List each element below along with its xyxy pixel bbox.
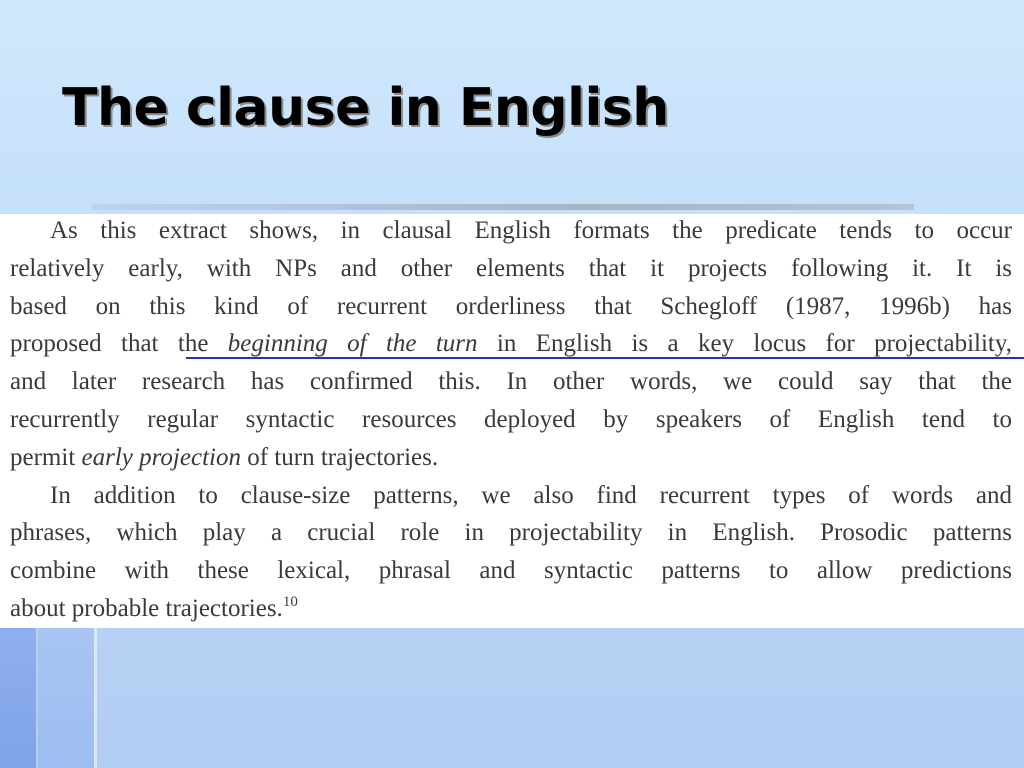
excerpt-line: combine with these lexical, phrasal and syntactic patterns to allow predictions [10, 557, 1012, 585]
excerpt-text: about probable trajectories. [10, 595, 283, 622]
excerpt-line: relatively early, with NPs and other elements that it projects following it. It is [10, 254, 1012, 282]
italic-phrase: early projection [81, 443, 241, 471]
slide-title: The clause in English [62, 78, 669, 138]
decorative-bar [38, 628, 94, 768]
scanned-text-excerpt [0, 214, 1024, 628]
footnote-marker: 10 [282, 594, 298, 610]
decorative-bar [94, 628, 97, 768]
excerpt-line [10, 329, 1012, 367]
excerpt-line [10, 443, 438, 481]
excerpt-text: of turn trajectories. [240, 443, 439, 471]
excerpt-text: permit [10, 443, 82, 471]
excerpt-line: phrases, which play a crucial role in projectability in English. Prosodic patterns [10, 519, 1012, 547]
excerpt-line: As this extract shows, in clausal English formats the predicate tends to occur [50, 217, 1012, 244]
italic-phrase: beginning of the turn [227, 330, 478, 358]
decorative-bar [0, 628, 36, 768]
excerpt-text: proposed that the [10, 330, 228, 358]
excerpt-line [10, 594, 298, 628]
excerpt-line: recurrently regular syntactic resources deployed by speakers of English tend to [10, 406, 1012, 433]
excerpt-text: in English is a key locus for projectability, [477, 330, 1012, 358]
title-divider [92, 204, 914, 210]
excerpt-line: based on this kind of recurrent orderliness that Schegloff (1987, 1996b) has [10, 292, 1012, 320]
excerpt-line: and later research has confirmed this. In other words, we could say that the [10, 368, 1012, 396]
excerpt-line: In addition to clause-size patterns, we also find recurrent types of words and [50, 481, 1012, 509]
annotation-underline [186, 357, 1024, 359]
